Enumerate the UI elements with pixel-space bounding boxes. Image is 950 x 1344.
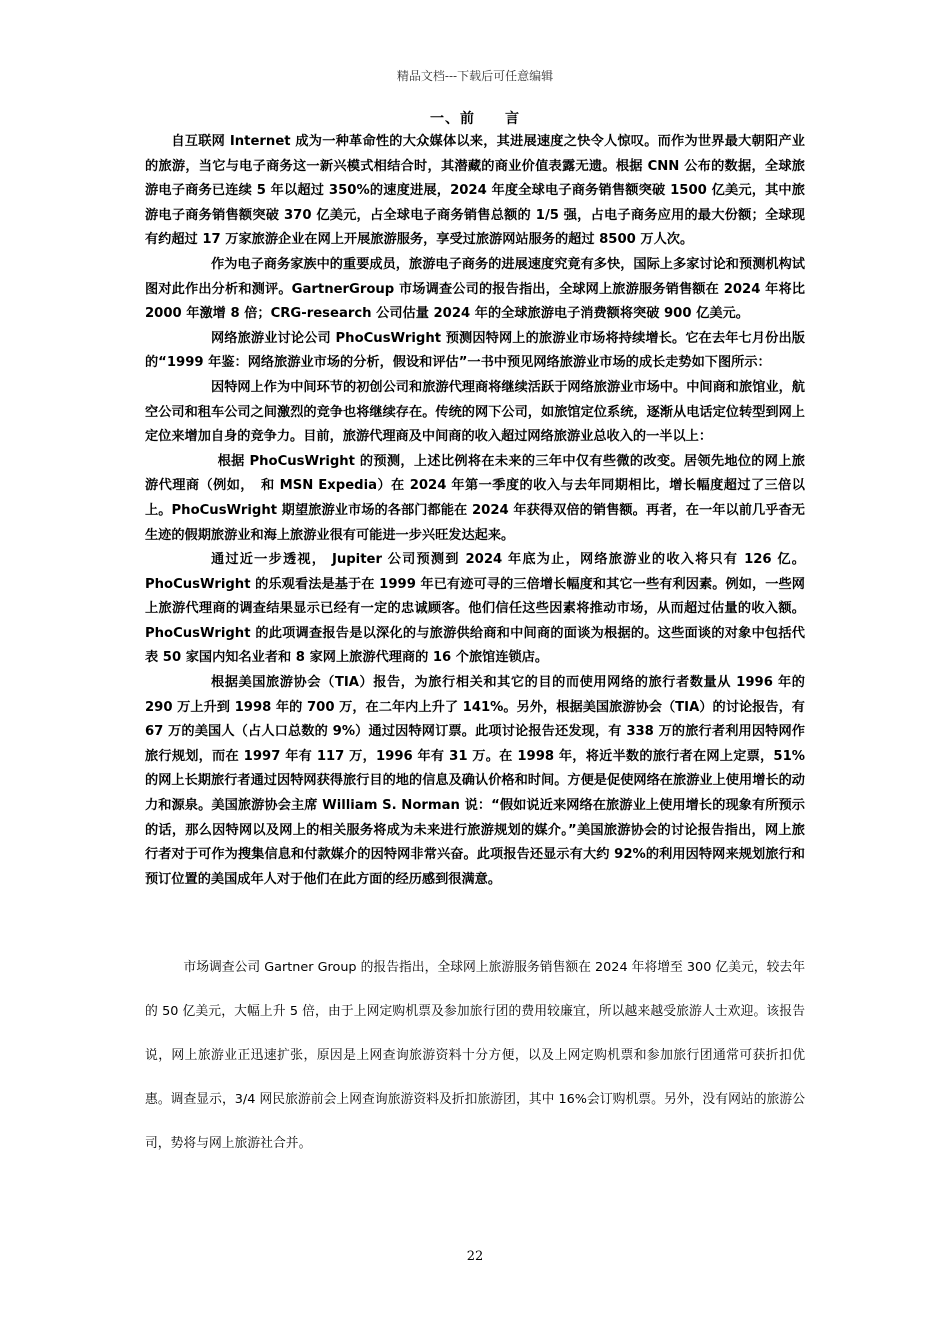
page-header: 精品文档---下载后可任意编辑 xyxy=(396,69,554,83)
paragraph: 市场调查公司 Gartner Group 的报告指出，全球网上旅游服务销售额在 2024 年将增至 300 亿美元，较去年的 50 亿美元，大幅上升 5 倍，由于上网定购机票及参加旅行团的费用较廉宜，所以越来越受旅游人士欢迎。该报告说，网上旅游业正迅速扩张，原因是上网查询旅游资料十分方便，以及上网定购机票和参加旅行团通常可获折扣优惠。调查显示，3/4 网民旅游前会上网查询旅游资料及折扣旅游团，其中 16%会订购机票。另外，没有网站的旅游公司，势将与网上旅游社合并。 xyxy=(145,960,805,1151)
document-tail xyxy=(145,946,805,1166)
section-title: 一、前 言 xyxy=(430,111,520,127)
paragraph: 自互联网 Internet 成为一种革命性的大众媒体以来，其进展速度之快令人惊叹。而作为世界最大朝阳产业的旅游，当它与电子商务这一新兴模式相结合时，其潜藏的商业价值表露无遗。根据 CNN 公布的数据，全球旅游电子商务已连续 5 年以超过 350%的速度进展，2024 年度全球电子商务销售额突破 1500 亿美元，其中旅游电子商务销售额突破 370 亿美元，占全球电子商务销售总额的 1/5 强，占电子商务应用的最大份额；全球现有约超过 17 万家旅游企业在网上开展旅游服务，享受过旅游网站服务的超过 8500 万人次。 xyxy=(145,134,805,248)
page-number: 22 xyxy=(466,1249,484,1264)
paragraph: 通过近一步透视， Jupiter 公司预测到 2024 年底为止，网络旅游业的收入将只有 126 亿。PhoCusWright 的乐观看法是基于在 1999 年已有迹可寻的三倍增长幅度和其它一些有利因素。例如，一些网上旅游代理商的调查结果显示已经有一定的忠诚顾客。他们信任这些因素将推动市场，从而超过估量的收入额。PhoCusWright 的此项调查报告是以深化的与旅游供给商和中间商的面谈为根据的。这些面谈的对象中包括代表 50 家国内知名业者和 8 家网上旅游代理商的 16 个旅馆连锁店。 xyxy=(145,552,805,666)
paragraph: 网络旅游业讨论公司 PhoCusWright 预测因特网上的旅游业市场将持续增长。它在去年七月份出版的“1999 年鉴：网络旅游业市场的分析，假设和评估”一书中预见网络旅游业市场的成长走势如下图所示： xyxy=(145,330,805,371)
document-body xyxy=(145,130,805,892)
paragraph: 根据 PhoCusWright 的预测，上述比例将在未来的三年中仅有些微的改变。居领先地位的网上旅游代理商（例如， 和 MSN Expedia）在 2024 年第一季度的收入与去年同期相比，增长幅度超过了三倍以上。PhoCusWright 期望旅游业市场的各部门都能在 2024 年获得双倍的销售额。再者，在一年以前几乎杳无生迹的假期旅游业和海上旅游业很有可能进一步兴旺发达起来。 xyxy=(145,453,805,543)
paragraph: 因特网上作为中间环节的初创公司和旅游代理商将继续活跃于网络旅游业市场中。中间商和旅馆业，航空公司和租车公司之间激烈的竞争也将继续存在。传统的网下公司，如旅馆定位系统，逐渐从电话定位转型到网上定位来增加自身的竞争力。目前，旅游代理商及中间商的收入超过网络旅游业总收入的一半以上： xyxy=(145,379,805,445)
paragraph: 根据美国旅游协会（TIA）报告，为旅行相关和其它的目的而使用网络的旅行者数量从 1996 年的 290 万上升到 1998 年的 700 万，在二年内上升了 141%。另外，根据美国旅游协会（TIA）的讨论报告，有 67 万的美国人（占人口总数的 9%）通过因特网订票。此项讨论报告还发现，有 338 万的旅行者利用因特网作旅行规划，而在 1997 年有 117 万，1996 年有 31 万。在 1998 年，将近半数的旅行者在网上定票，51%的网上长期旅行者通过因特网获得旅行目的地的信息及确认价格和时间。方便是促使网络在旅游业上使用增长的动力和源泉。美国旅游协会主席 William S. Norman 说：“假如说近来网络在旅游业上使用增长的现象有所预示的话，那么因特网以及网上的相关服务将成为未来进行旅游规划的媒介。”美国旅游协会的讨论报告指出，网上旅行者对于可作为搜集信息和付款媒介的因特网非常兴奋。此项报告还显示有大约 92%的利用因特网来规划旅行和预订位置的美国成年人对于他们在此方面的经历感到很满意。 xyxy=(145,675,805,887)
paragraph: 作为电子商务家族中的重要成员，旅游电子商务的进展速度究竟有多快，国际上多家讨论和预测机构试图对此作出分析和测评。GartnerGroup 市场调查公司的报告指出，全球网上旅游服务销售额在 2024 年将比 2000 年激增 8 倍；CRG-research 公司估量 2024 年的全球旅游电子消费额将突破 900 亿美元。 xyxy=(145,256,805,322)
